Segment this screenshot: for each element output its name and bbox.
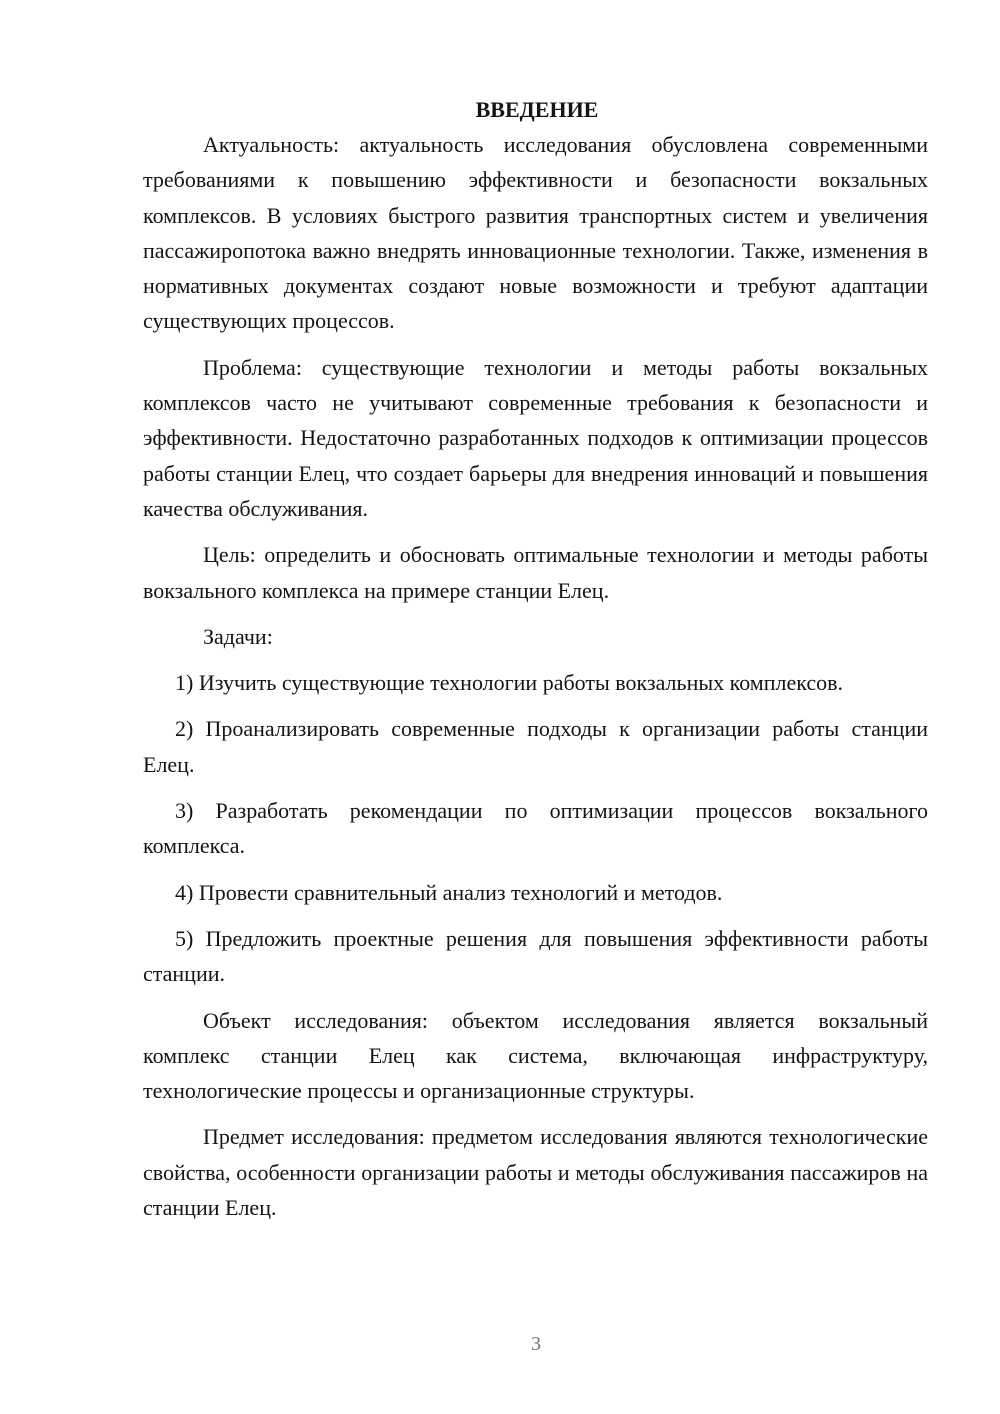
page-number: 3	[531, 1333, 541, 1355]
task-item-4: 4) Провести сравнительный анализ технологий и методов.	[175, 879, 723, 905]
tasks-label: Задачи:	[203, 623, 273, 649]
task-item-3: 3) Разработать рекомендации по оптимизации процессов вокзального комплекса.	[143, 798, 928, 859]
paragraph-subject: Предмет исследования: предметом исследования являются технологические свойства, особенности организации работы и методы обслуживания пассажиров на станции Елец.	[143, 1124, 928, 1221]
paragraph-problem: Проблема: существующие технологии и методы работы вокзальных комплексов часто не учитывают современные требования к безопасности и эффективности. Недостаточно разработанных подходов к оптимизации процессов работы станции Елец, что создает барьеры для внедрения инноваций и повышения качества обслуживания.	[143, 354, 928, 521]
section-heading: ВВЕДЕНИЕ	[475, 97, 599, 122]
task-item-2: 2) Проанализировать современные подходы к организации работы станции Елец.	[143, 716, 928, 777]
paragraph-relevance: Актуальность: актуальность исследования обусловлена современными требованиями к повышению эффективности и безопасности вокзальных комплексов. В условиях быстрого развития транспортных систем и увеличения пассажиропотока важно внедрять инновационные технологии. Также, изменения в нормативных документах создают новые возможности и требуют адаптации существующих процессов.	[143, 132, 928, 334]
task-item-5: 5) Предложить проектные решения для повышения эффективности работы станции.	[143, 925, 928, 987]
paragraph-goal: Цель: определить и обосновать оптимальные технологии и методы работы вокзального комплекса на примере станции Елец.	[143, 542, 928, 603]
paragraph-object: Объект исследования: объектом исследования является вокзальный комплекс станции Елец как система, включающая инфраструктуру, технологические процессы и организационные структуры.	[143, 1007, 928, 1104]
task-item-1: 1) Изучить существующие технологии работы вокзальных комплексов.	[175, 670, 844, 696]
document-page	[143, 92, 928, 1225]
